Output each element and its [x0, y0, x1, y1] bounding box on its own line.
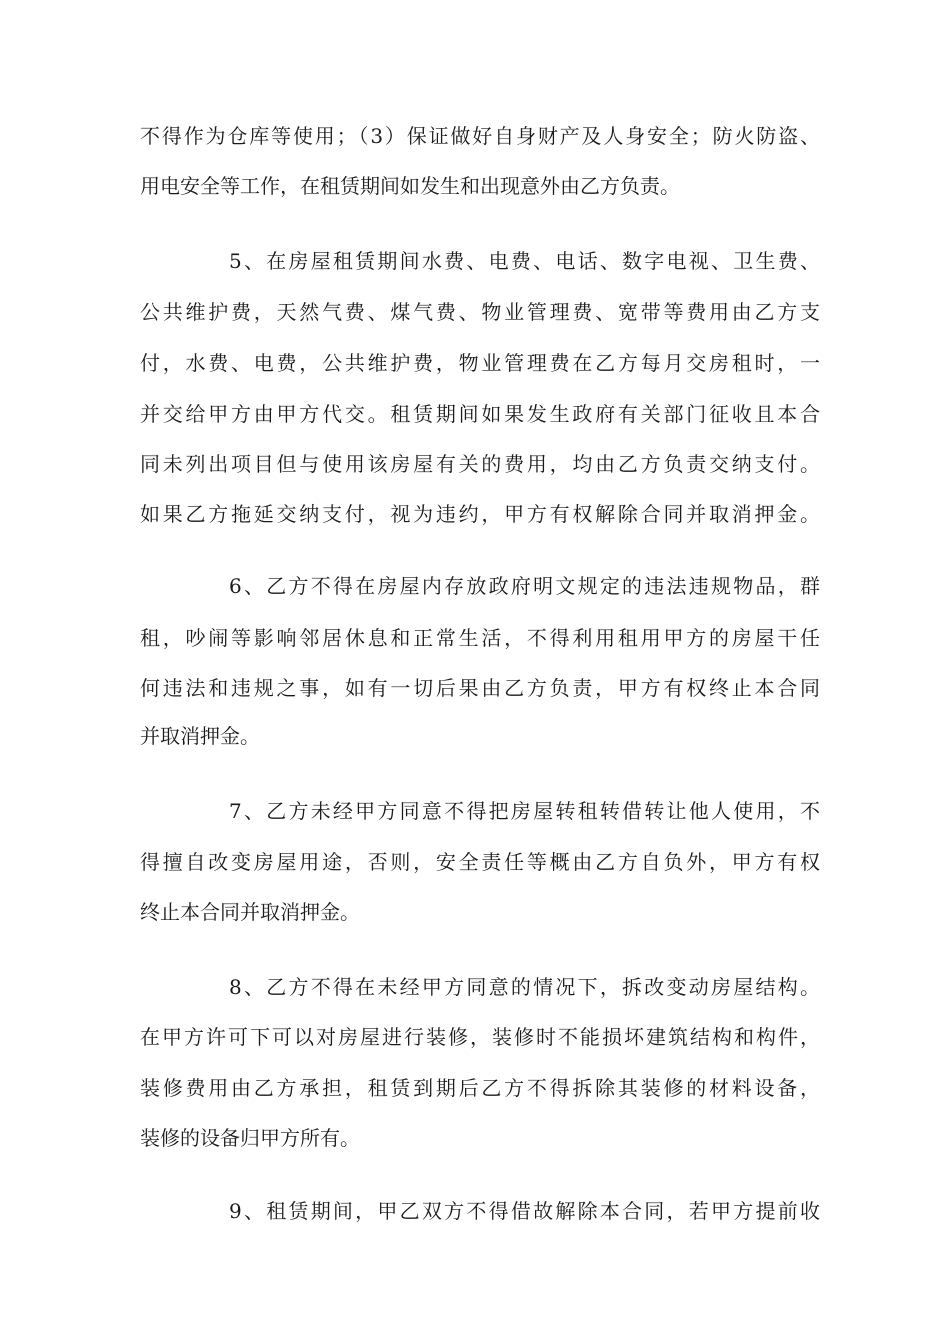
paragraph-cont-line-1: 不得作为仓库等使用；（3）保证做好自身财产及人身安全；防火防盗、: [140, 124, 820, 148]
paragraph-6-line-4: 并取消押金。: [140, 724, 260, 748]
paragraph-5-line-6: 如果乙方拖延交纳支付，视为违约，甲方有权解除合同并取消押金。: [140, 502, 820, 526]
paragraph-7-line-1: 7、乙方未经甲方同意不得把房屋转租转借转让他人使用，不: [229, 799, 820, 823]
paragraph-7-line-2: 得擅自改变房屋用途，否则，安全责任等概由乙方自负外，甲方有权: [140, 850, 820, 874]
paragraph-9-line-1: 9、租赁期间，甲乙双方不得借故解除本合同，若甲方提前收: [229, 1199, 820, 1223]
paragraph-8-line-2: 在甲方许可下可以对房屋进行装修，装修时不能损坏建筑结构和构件，: [140, 1025, 820, 1049]
paragraph-5-line-1: 5、在房屋租赁期间水费、电费、电话、数字电视、卫生费、: [229, 249, 820, 273]
paragraph-8-line-4: 装修的设备归甲方所有。: [140, 1126, 360, 1150]
paragraph-6-line-3: 何违法和违规之事，如有一切后果由乙方负责，甲方有权终止本合同: [140, 676, 820, 700]
paragraph-5-line-2: 公共维护费，天然气费、煤气费、物业管理费、宽带等费用由乙方支: [140, 300, 820, 324]
paragraph-6-line-2: 租，吵闹等影响邻居休息和正常生活，不得利用租用甲方的房屋干任: [140, 626, 820, 650]
paragraph-8-line-3: 装修费用由乙方承担，租赁到期后乙方不得拆除其装修的材料设备，: [140, 1076, 820, 1100]
paragraph-6-line-1: 6、乙方不得在房屋内存放政府明文规定的违法违规物品，群: [229, 574, 820, 598]
paragraph-7-line-3: 终止本合同并取消押金。: [140, 900, 360, 924]
paragraph-8-line-1: 8、乙方不得在未经甲方同意的情况下，拆改变动房屋结构。: [229, 975, 820, 999]
paragraph-cont-line-2: 用电安全等工作，在租赁期间如发生和出现意外由乙方负责。: [140, 174, 680, 198]
paragraph-5-line-3: 付，水费、电费，公共维护费，物业管理费在乙方每月交房租时，一: [140, 351, 820, 375]
paragraph-5-line-5: 同未列出项目但与使用该房屋有关的费用，均由乙方负责交纳支付。: [140, 452, 820, 476]
paragraph-5-line-4: 并交给甲方由甲方代交。租赁期间如果发生政府有关部门征收且本合: [140, 402, 820, 426]
